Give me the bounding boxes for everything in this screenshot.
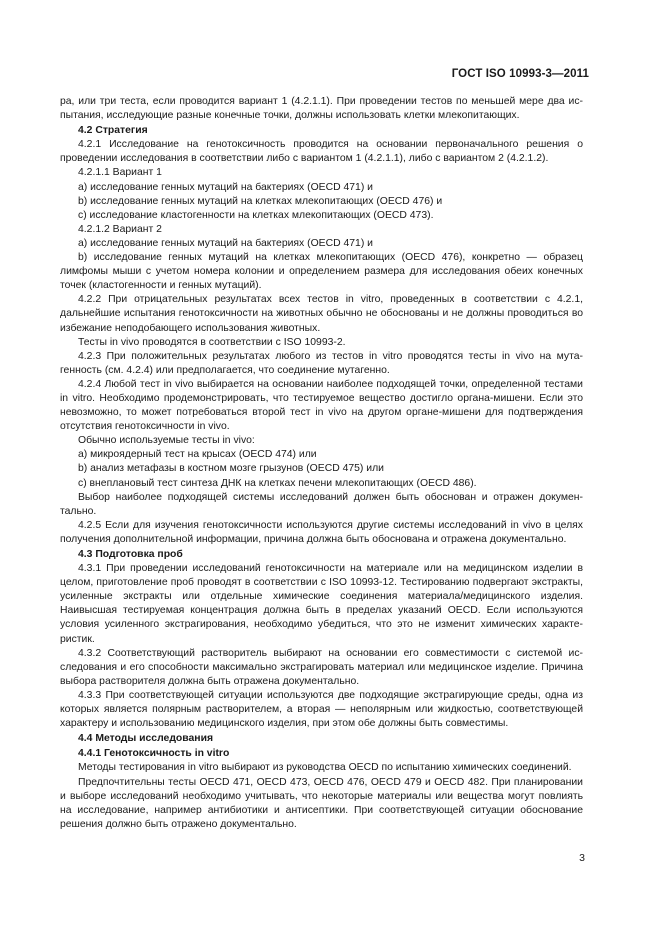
list-item: а) исследование генных мутаций на бактериях (OECD 471) и bbox=[78, 237, 373, 249]
paragraph: Выбор наиболее подходящей системы исследований должен быть обоснован и отражен документально. bbox=[60, 491, 583, 517]
subsection-label: 4.2.1.1 Вариант 1 bbox=[78, 167, 162, 179]
paragraph: 4.2.5 Если для изучения генотоксичности используются другие системы исследований in vivo в целях получения дополнительной информации, причина должна быть обоснована и отражена документально. bbox=[60, 519, 583, 545]
list-item: b) исследование генных мутаций на клетках млекопитающих (OECD 476), конкретно — образец лимфомы мыши с учетом номера колонии и определением размера для исследования обеих конечных точек (кластогенности и генных мутаций). bbox=[60, 252, 583, 292]
section-heading: 4.4 Методы исследования bbox=[78, 733, 214, 745]
paragraph: 4.2.4 Любой тест in vivo выбирается на основании наиболее подходящей точки, определенной тестами in vitro. Необходимо продемонстрировать, что тестируемое вещество достигло органа-мишени. Если это невозможно, то может потребоваться второй тест in vivo на другом органе-мишени для подтверждения отсутствия генотоксичности in vivo. bbox=[60, 378, 583, 433]
paragraph: 4.2.2 При отрицательных результатах всех тестов in vitro, проведенных в соответствии с 4.2.1, дальнейшие испытания генотоксичности на животных обычно не обоснованы и не должны проводиться во избежание неподобающего использования животных. bbox=[60, 294, 583, 334]
paragraph: 4.3.2 Соответствующий растворитель выбирают на основании его совместимости с системой исследования и его способности максимально экстрагировать материал или медицинское изделие. Причина выбора растворителя должна быть отражена документально. bbox=[60, 647, 583, 687]
section-heading: 4.3 Подготовка проб bbox=[78, 549, 183, 560]
paragraph: 4.2.1 Исследование на генотоксичность проводится на основании первоначального решения о проведении исследования в соответствии либо с вариантом 1 (4.2.1.1), либо с вариантом 2 (4.2.1.2). bbox=[60, 139, 583, 165]
paragraph: ра, или три теста, если проводится вариант 1 (4.2.1.1). При проведении тестов по меньшей мере два испытания, исследующие разные конечные точки, должны использовать клетки млекопитающих. bbox=[60, 96, 583, 122]
paragraph: 4.3.3 При соответствующей ситуации используются две подходящие экстрагирующие среды, одна из которых является полярным растворителем, а вторая — неполярным или жидкостью, соответствующей характеру и использованию медицинского изделия, при этом обе должны быть совместимы. bbox=[60, 689, 583, 730]
list-item: с) исследование кластогенности на клетках млекопитающих (OECD 473). bbox=[78, 209, 434, 221]
paragraph: 4.3.1 При проведении исследований генотоксичности на материале или на медицинском изделии в целом, приготовление проб проводят в соответствии с ISO 10993-12. Тестированию подвергают экстракты, усиленные экстракты или отдельные химические соединения материала/медицинского изделия. Наивысшая тестируемая концентрация должна быть в пределах указаний OECD. Если используются условия усиленного экстрагирования, необходимо убедиться, что это не изменит химических характеристик. bbox=[60, 563, 583, 645]
document-code: ГОСТ ISO 10993-3—2011 bbox=[451, 68, 589, 80]
paragraph: 4.2.3 При положительных результатах любого из тестов in vitro проводятся тесты in vivo на мутагенность (см. 4.2.4) или предполагается, что соединение мутагенно. bbox=[60, 350, 583, 376]
list-item: b) исследование генных мутаций на клетках млекопитающих (OECD 476) и bbox=[78, 195, 443, 207]
document-body bbox=[60, 95, 583, 832]
list-item: а) микроядерный тест на крысах (OECD 474) или bbox=[78, 449, 317, 461]
paragraph: Предпочтительны тесты OECD 471, OECD 473, OECD 476, OECD 479 и OECD 482. При планировании и выборе исследований необходимо учитывать, что некоторые материалы или вещества могут повлиять на исследование, например антибиотики и антисептики. При соответствующей ситуации обоснование решения должно быть отражено документально. bbox=[60, 776, 583, 830]
list-item: с) внеплановый тест синтеза ДНК на клетках печени млекопитающих (OECD 486). bbox=[78, 477, 477, 489]
list-item: b) анализ метафазы в костном мозге грызунов (OECD 475) или bbox=[78, 463, 384, 475]
paragraph: Методы тестирования in vitro выбирают из руководства OECD по испытанию химических соединений. bbox=[78, 762, 572, 774]
paragraph: Тесты in vivo проводятся в соответствии с ISO 10993-2. bbox=[78, 336, 346, 348]
paragraph: Обычно используемые тесты in vivo: bbox=[78, 435, 255, 447]
list-item: а) исследование генных мутаций на бактериях (OECD 471) и bbox=[78, 181, 373, 193]
subsection-label: 4.2.1.2 Вариант 2 bbox=[78, 223, 162, 235]
subsection-heading: 4.4.1 Генотоксичность in vitro bbox=[78, 748, 230, 760]
page-number: 3 bbox=[579, 852, 585, 864]
section-heading: 4.2 Стратегия bbox=[78, 125, 148, 137]
